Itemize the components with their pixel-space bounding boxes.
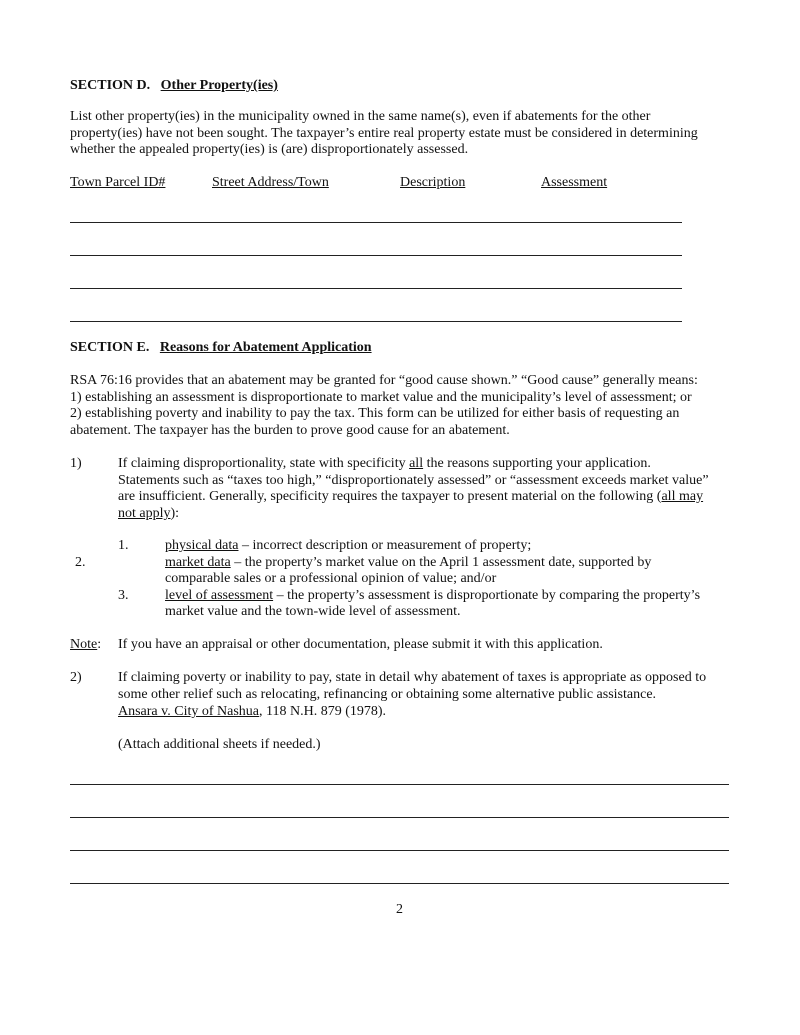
- property-entry-line[interactable]: [70, 288, 682, 289]
- paragraph-line: List other property(ies) in the municipality owned in the same name(s), even if abatements for the other: [70, 109, 651, 124]
- note-word: Note: [70, 637, 98, 652]
- text: – the property’s market value on the April 1 assessment date, supported by: [230, 555, 652, 570]
- item-line: [118, 505, 179, 522]
- property-entry-line[interactable]: [70, 222, 682, 223]
- property-entry-line[interactable]: [70, 255, 682, 256]
- column-header-description: Description: [400, 175, 466, 190]
- subitem-level-of-assessment: [165, 587, 700, 604]
- subitem-number: 3.: [118, 588, 129, 603]
- section-label: SECTION D.: [70, 78, 151, 93]
- item-line: some other relief such as relocating, refinancing or obtaining some alternative public assistance.: [118, 687, 657, 702]
- emphasis: not apply: [118, 506, 171, 521]
- reason-entry-line[interactable]: [70, 883, 729, 884]
- section-label: SECTION E.: [70, 340, 150, 355]
- item-line: [118, 488, 703, 505]
- emphasis: all may: [661, 489, 704, 504]
- term: level of assessment: [165, 588, 274, 603]
- reason-entry-line[interactable]: [70, 817, 729, 818]
- item-line: If claiming poverty or inability to pay, state in detail why abatement of taxes is appropriate as opposed to: [118, 670, 707, 685]
- text: are insufficient. Generally, specificity requires the taxpayer to present material on the following (: [118, 489, 662, 504]
- section-e-heading: [70, 339, 372, 356]
- text: the reasons supporting your application.: [423, 456, 651, 471]
- note-text: If you have an appraisal or other documentation, please submit it with this application.: [118, 637, 603, 652]
- text: If claiming disproportionality, state with specificity: [118, 456, 410, 471]
- paragraph-line: abatement. The taxpayer has the burden to prove good cause for an abatement.: [70, 423, 510, 438]
- text: – incorrect description or measurement of property;: [238, 538, 532, 553]
- paragraph-line: whether the appealed property(ies) is (are) disproportionately assessed.: [70, 142, 469, 157]
- emphasis: all: [409, 456, 424, 471]
- column-header-parcel-id: Town Parcel ID#: [70, 175, 166, 190]
- paragraph-line: property(ies) have not been sought. The taxpayer’s entire real property estate must be considered in determining: [70, 126, 698, 141]
- text: ):: [170, 506, 180, 521]
- subitem-physical-data: [165, 537, 531, 554]
- subitem-number: 2.: [75, 555, 86, 570]
- subitem-line: market value and the town-wide level of assessment.: [165, 604, 461, 619]
- citation: , 118 N.H. 879 (1978).: [259, 704, 387, 719]
- column-header-address: Street Address/Town: [212, 175, 329, 190]
- item-line: Statements such as “taxes too high,” “disproportionately assessed” or “assessment exceeds market value”: [118, 473, 709, 488]
- paragraph-line: 2) establishing poverty and inability to pay the tax. This form can be utilized for either basis of requesting an: [70, 406, 680, 421]
- reason-entry-line[interactable]: [70, 784, 729, 785]
- property-entry-line[interactable]: [70, 321, 682, 322]
- section-title: Other Property(ies): [160, 78, 278, 93]
- subitem-market-data: [165, 554, 651, 571]
- text: – the property’s assessment is disproportionate by comparing the property’s: [273, 588, 701, 603]
- case-name: Ansara v. City of Nashua: [118, 704, 260, 719]
- reason-entry-line[interactable]: [70, 850, 729, 851]
- paragraph-line: 1) establishing an assessment is disproportionate to market value and the municipality’s level of assessment; or: [70, 390, 692, 405]
- note-label: [70, 636, 101, 653]
- item-number: 2): [70, 670, 82, 685]
- case-citation: [118, 703, 386, 720]
- attach-note: (Attach additional sheets if needed.): [118, 737, 321, 752]
- section-d-heading: [70, 77, 278, 94]
- paragraph-line: RSA 76:16 provides that an abatement may be granted for “good cause shown.” “Good cause” generally means:: [70, 373, 698, 388]
- term: market data: [165, 555, 231, 570]
- item-number: 1): [70, 456, 82, 471]
- item-line: [118, 455, 651, 472]
- subitem-line: comparable sales or a professional opinion of value; and/or: [165, 571, 497, 586]
- section-title: Reasons for Abatement Application: [159, 340, 372, 355]
- subitem-number: 1.: [118, 538, 129, 553]
- column-header-assessment: Assessment: [541, 175, 608, 190]
- colon: :: [97, 637, 102, 652]
- page-number: 2: [396, 902, 403, 917]
- term: physical data: [165, 538, 239, 553]
